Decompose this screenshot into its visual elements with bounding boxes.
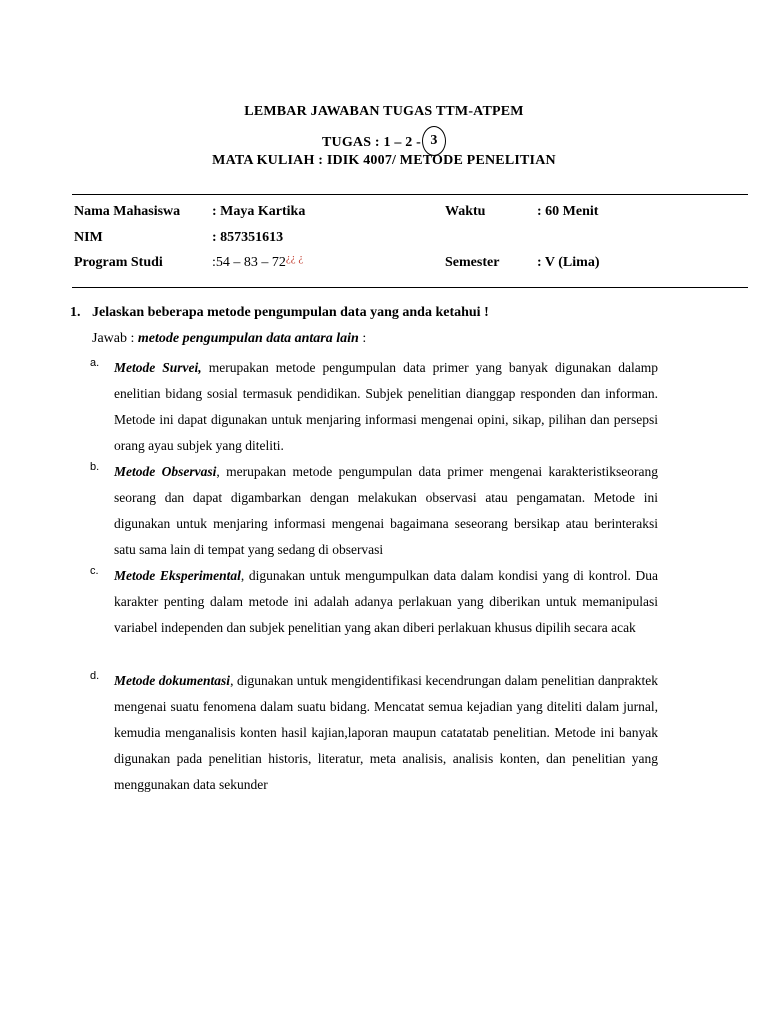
prodi-label: Program Studi <box>74 255 163 270</box>
tugas-prefix: TUGAS : 1 – 2 - <box>321 135 422 151</box>
nim-label: NIM <box>74 230 103 245</box>
item-text: , digunakan untuk mengumpulkan data dalam kondisi yang di kontrol. Dua karakter penting dalam metode ini adalah adanya perlakuan yang diberikan untuk memanipulasi variabel independen dan subjek penelitian yang akan diberi perlakuan khusus dipilih secara acak <box>114 568 658 635</box>
jawab-label: Jawab <box>92 331 127 346</box>
item-term: Metode Eksperimental <box>114 568 241 583</box>
tugas-selected-circle: 3 <box>422 126 446 156</box>
item-marker: a. <box>90 357 100 369</box>
item-body <box>114 355 658 459</box>
jawab-intro: metode pengumpulan data antara lain <box>137 331 359 346</box>
divider-top <box>72 194 748 195</box>
question-number: 1. <box>70 305 81 320</box>
waktu-label: Waktu <box>445 204 486 219</box>
waktu-value: : 60 Menit <box>537 204 599 219</box>
item-body <box>114 668 658 798</box>
item-body <box>114 459 658 563</box>
jawab-end: : <box>358 331 367 346</box>
item-text: , digunakan untuk mengidentifikasi kecendrungan dalam penelitian danpraktek mengenai suatu fenomena dalam suatu bidang. Mencatat semua kejadian yang diteliti dalam jurnal, kemudia menganalisis konten hasil kajian,laporan maupun catatatab penelitian. Metode ini banyak digunakan pada penelitian historis, literatur, meta analisis, analisis konten, dan penelitian yang menggunakan data sekunder <box>114 673 658 792</box>
item-marker: d. <box>90 670 100 682</box>
semester-label: Semester <box>445 255 500 270</box>
item-marker: b. <box>90 461 100 473</box>
nama-label: Nama Mahasiswa <box>74 204 181 219</box>
item-text: merupakan metode pengumpulan data primer yang banyak digunakan dalamp enelitian bidang sosial termasuk pendidikan. Subjek penelitian dianggap responden dan informan. Metode ini dapat digunakan untuk menjaring informasi mengenai opini, sikap, pilihan dan persepsi orang ayau subjek yang diteliti. <box>114 360 658 453</box>
jawab-line <box>92 331 366 347</box>
jawab-sep: : <box>127 331 138 346</box>
prodi-value: :54 – 83 – 72 <box>212 255 286 270</box>
sheet-title: LEMBAR JAWABAN TUGAS TTM-ATPEM <box>244 104 524 119</box>
course-title: MATA KULIAH : IDIK 4007/ METODE PENELITIAN <box>212 153 556 168</box>
item-term: Metode dokumentasi <box>114 673 231 688</box>
item-term: Metode Observasi <box>114 464 217 479</box>
item-marker: c. <box>90 565 99 577</box>
item-body <box>114 563 658 641</box>
divider-bottom <box>72 287 748 288</box>
semester-value: : V (Lima) <box>537 255 600 270</box>
item-text: , merupakan metode pengumpulan data primer mengenai karakteristikseorang seorang dan dapat digambarkan dengan melakukan observasi atau pengamatan. Metode ini digunakan untuk menjaring informasi mengenai bagaimana seseorang bersikap atau berinteraksi satu sama lain di tempat yang sedang di observasi <box>114 464 658 557</box>
nim-value: : 857351613 <box>212 230 284 245</box>
nama-value: : Maya Kartika <box>212 204 306 219</box>
question-text: Jelaskan beberapa metode pengumpulan data yang anda ketahui ! <box>92 305 489 320</box>
item-term: Metode Survei, <box>114 360 202 375</box>
prodi-value-line <box>212 252 304 271</box>
prodi-garbled-tail: ¿¿ ¿ <box>285 252 304 264</box>
